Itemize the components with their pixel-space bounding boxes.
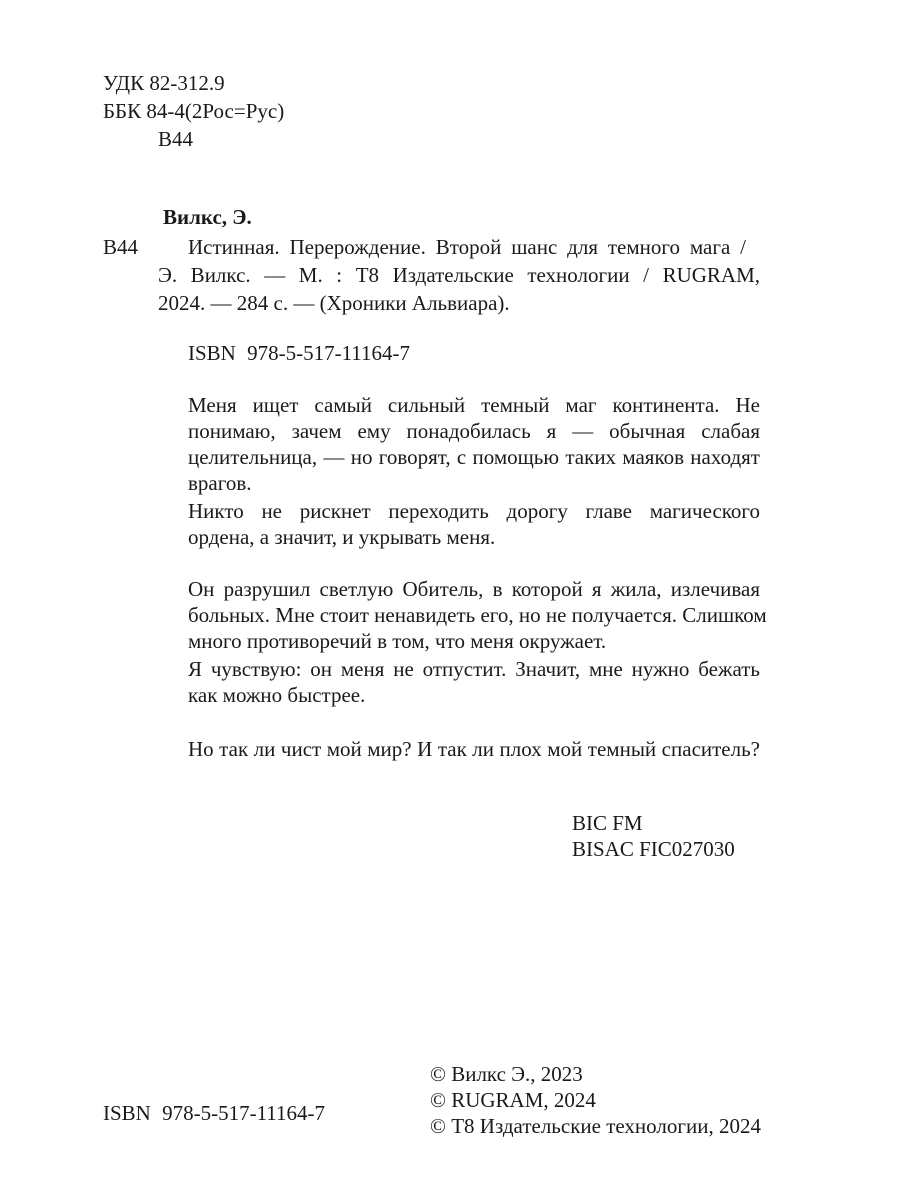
annotation-line: как можно быстрее.: [188, 683, 366, 707]
bibliography-line: Истинная. Перерождение. Второй шанс для темного мага /: [188, 235, 746, 259]
author-sign-code: В44: [158, 127, 194, 151]
annotation-line: больных. Мне стоит ненавидеть его, но не получается. Слишком: [188, 603, 767, 627]
author-name: Вилкс, Э.: [163, 205, 252, 229]
annotation-line: Я чувствую: он меня не отпустит. Значит, мне нужно бежать: [188, 657, 760, 681]
annotation-paragraph: [188, 576, 767, 654]
copyright-line: © Т8 Издательские технологии, 2024: [430, 1114, 761, 1138]
annotation-line: Он разрушил светлую Обитель, в которой я жила, излечивая: [188, 577, 760, 601]
annotation-line: Но так ли чист мой мир? И так ли плох мой темный спаситель?: [188, 737, 760, 761]
annotation-line: Меня ищет самый сильный темный маг континента. Не: [188, 393, 760, 417]
annotation-paragraph: [188, 392, 760, 496]
bibliography-line: 2024. — 284 с. — (Хроники Альвиара).: [158, 291, 510, 315]
copyright-line: © RUGRAM, 2024: [430, 1088, 596, 1112]
isbn-record: ISBN 978-5-517-11164-7: [188, 341, 411, 365]
annotation-line: много противоречий в том, что меня окружает.: [188, 629, 607, 653]
annotation-line: врагов.: [188, 471, 252, 495]
annotation-line: понимаю, зачем ему понадобилась я — обычная слабая: [188, 419, 760, 443]
udk-code: УДК 82-312.9: [103, 71, 225, 95]
copyright-line: © Вилкс Э., 2023: [430, 1062, 583, 1086]
annotation-line: целительница, — но говорят, с помощью таких маяков находят: [188, 445, 760, 469]
annotation-paragraph: [188, 656, 760, 708]
annotation-line: Никто не рискнет переходить дорогу главе магического: [188, 499, 760, 523]
annotation-paragraph: [188, 736, 760, 762]
bibliography-author-sign: В44: [103, 235, 139, 259]
annotation-paragraph: [188, 498, 760, 550]
bibliography-line: Э. Вилкс. — М. : Т8 Издательские технологии / RUGRAM,: [158, 263, 760, 287]
footer-isbn: ISBN 978-5-517-11164-7: [103, 1101, 326, 1125]
bbk-code: ББК 84-4(2Рос=Рус): [103, 99, 285, 123]
annotation-line: ордена, а значит, и укрывать меня.: [188, 525, 496, 549]
bic-code: BIC FM: [572, 811, 643, 835]
bisac-code: BISAC FIC027030: [572, 837, 735, 861]
